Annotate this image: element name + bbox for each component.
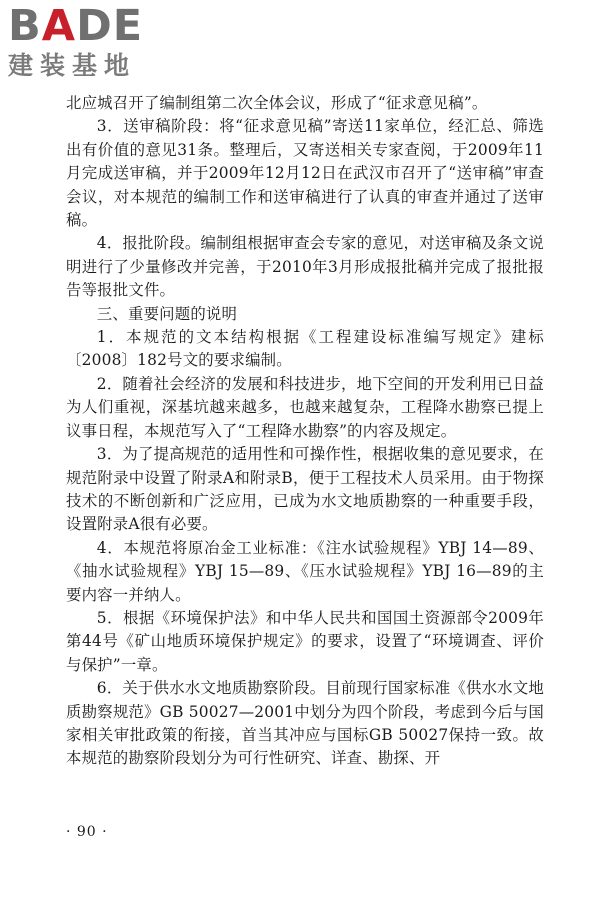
paragraph-item-5: 5．根据《环境保护法》和中华人民共和国国土资源部令2009年第44号《矿山地质环境保护规定》的要求，设置了“环境调查、评价与保护”一章。 xyxy=(66,608,544,674)
paragraph-review-draft-stage: 3．送审稿阶段：将“征求意见稿”寄送11家单位，经汇总、筛选出有价值的意见31条。整理后，又寄送相关专家查阅，于2009年11月完成送审稿，并于2009年12月12日在武汉市召开了“送审稿”审查会议，对本规范的编制工作和送审稿进行了认真的审查并通过了送审稿。 xyxy=(66,117,544,230)
paragraph-item-6: 6．关于供水水文地质勘察阶段。目前现行国家标准《供水水文地质勘察规范》GB 50027—2001中划分为四个阶段，考虑到今后与国家相关审批政策的衔接，首当其冲应与国标GB 50027保持一致。故本规范的勘察阶段划分为可行性研究、详查、勘探、开 xyxy=(66,679,544,768)
logo-wordmark xyxy=(8,1,144,51)
section-heading: 三、重要问题的说明 xyxy=(96,304,238,323)
paragraph-item-4: 4．本规范将原冶金工业标准：《注水试验规程》YBJ 14—89、《抽水试验规程》YBJ 15—89、《压水试验规程》YBJ 16—89的主要内容一并纳人。 xyxy=(66,538,544,604)
page-number: · 90 · xyxy=(66,824,108,840)
paragraph-item-3: 3．为了提高规范的适用性和可操作性，根据收集的意见要求，在规范附录中设置了附录A和附录B，便于工程技术人员采用。由于物探技术的不断创新和广泛应用，已成为水文地质勘察的一种重要手段，设置附录A很有必要。 xyxy=(66,445,544,534)
paragraph-item-1: 1．本规范的文本结构根据《工程建设标准编写规定》建标〔2008〕182号文的要求编制。 xyxy=(66,328,544,370)
paragraph-item-2: 2．随着社会经济的发展和科技进步，地下空间的开发利用已日益为人们重视，深基坑越来越多，也越来越复杂，工程降水勘察已提上议事日程，本规范写入了“工程降水勘察”的内容及规定。 xyxy=(66,374,544,440)
bade-logo xyxy=(8,1,144,82)
logo-letters-de: DE xyxy=(76,1,144,51)
logo-letter-b: B xyxy=(8,1,42,51)
document-body xyxy=(66,92,544,771)
paragraph-continuation: 北应城召开了编制组第二次全体会议，形成了“征求意见稿”。 xyxy=(66,94,488,112)
logo-subtitle: 建装基地 xyxy=(8,51,137,80)
paragraph-approval-stage: 4．报批阶段。编制组根据审查会专家的意见，对送审稿及条文说明进行了少量修改并完善，于2010年3月形成报批稿并完成了报批报告等报批文件。 xyxy=(66,234,544,300)
logo-letter-a: A xyxy=(41,1,77,51)
